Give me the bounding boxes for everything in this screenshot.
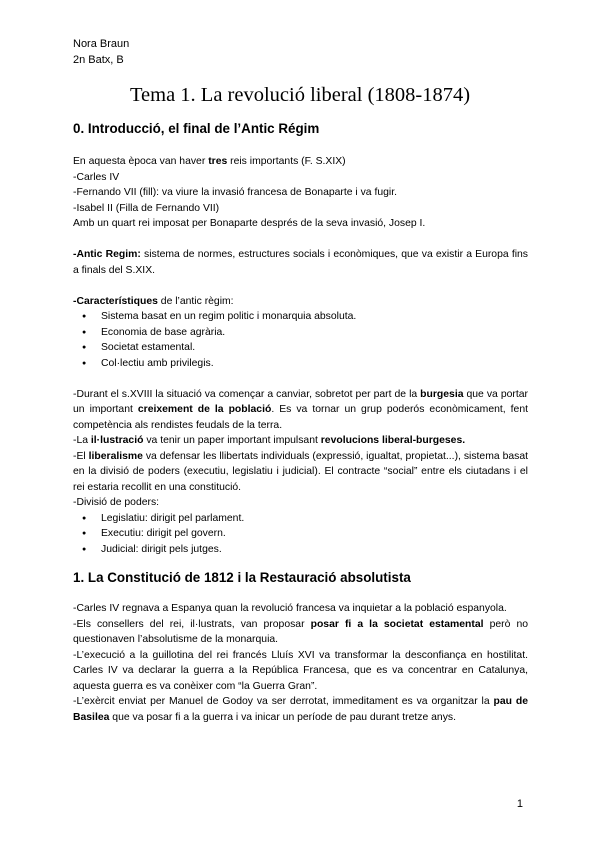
powers-list	[73, 511, 528, 558]
kings-intro: En aquesta època van haver tres reis importants (F. S.XIX)	[73, 156, 346, 167]
consellers-paragraph: -Els consellers del rei, il·lustrats, van proposar posar fi a la societat estamental però no questionaven l’absolutisme de la monarquia.	[73, 618, 528, 645]
carles-iv-paragraph: -Carles IV regnava a Espanya quan la revolució francesa va inquietar a la població espanyola.	[73, 603, 507, 614]
burgesia-paragraph: -Durant el s.XVIII la situació va començar a canviar, sobretot per part de la burgesia que va portar un important creixement de la població. Es va tornar un grup poderós econòmicament, fent competència als rendistes feudals de la terra.	[73, 388, 528, 431]
document-body	[73, 120, 528, 725]
list-item: ● Sistema basat en un regim politic i monarquia absoluta.	[101, 309, 528, 325]
list-item: ● Economia de base agrària.	[101, 325, 528, 341]
author-name: Nora Braun	[73, 38, 130, 50]
characteristics-intro: -Característiques de l’antic règim:	[73, 295, 234, 307]
page-number: 1	[516, 798, 523, 810]
list-item: ● Societat estamental.	[101, 340, 528, 356]
class-label: 2n Batx, B	[73, 54, 124, 66]
antic-regim-definition: -Antic Regim: sistema de normes, estructures socials i econòmiques, que va existir a Europa fins a finals del S.XIX.	[73, 249, 528, 276]
list-item: ● Judicial: dirigit pels jutges.	[101, 542, 528, 558]
characteristics-list	[73, 309, 528, 371]
illustracio-paragraph: -La il·lustració va tenir un paper important impulsant revolucions liberal-burgeses.	[73, 435, 466, 446]
execucio-paragraph: -L’execució a la guillotina del rei francés Lluís XVI va transformar la desconfiança en hostilitat. Carles IV va declarar la guerra a la República Francesa, que es va concentrar en Catalunya, aquesta guerra es va conèixer com “la Guerra Gran”.	[73, 649, 528, 692]
document-title: Tema 1. La revolució liberal (1808-1874)	[129, 84, 471, 106]
list-item: ● Executiu: dirigit pel govern.	[101, 526, 528, 542]
king-line-2: -Fernando VII (fill): va viure la invasió francesa de Bonaparte i va fugir.	[73, 187, 398, 198]
section-1-heading: 1. La Constitució de 1812 i la Restauració absolutista	[73, 570, 411, 585]
document-header	[73, 36, 129, 68]
king-line-3: -Isabel II (Filla de Fernando VII)	[73, 202, 220, 214]
section-0-heading: 0. Introducció, el final de l’Antic Régim	[73, 121, 320, 136]
king-line-4: Amb un quart rei imposat per Bonaparte després de la seva invasió, Josep I.	[73, 218, 426, 229]
powers-intro: -Divisió de poders:	[73, 497, 160, 508]
godoy-paragraph: -L’exèrcit enviat per Manuel de Godoy va ser derrotat, immeditament es va organitzar la pau de Basilea que va posar fi a la guerra i va inicar un període de pau durant tretze anys.	[73, 696, 528, 723]
king-line-1: -Carles IV	[73, 171, 120, 183]
list-item: ● Col·lectiu amb privilegis.	[101, 356, 528, 372]
list-item: ● Legislatiu: dirigit pel parlament.	[101, 511, 528, 527]
liberalisme-paragraph: -El liberalisme va defensar les llibertats individuals (expressió, igualtat, propietat...), sistema basat en la divisió de poders (executiu, legislatiu i judicial). El contracte “social” entre els ciutadans i el rei estaria recollit en una constitució.	[73, 450, 528, 493]
